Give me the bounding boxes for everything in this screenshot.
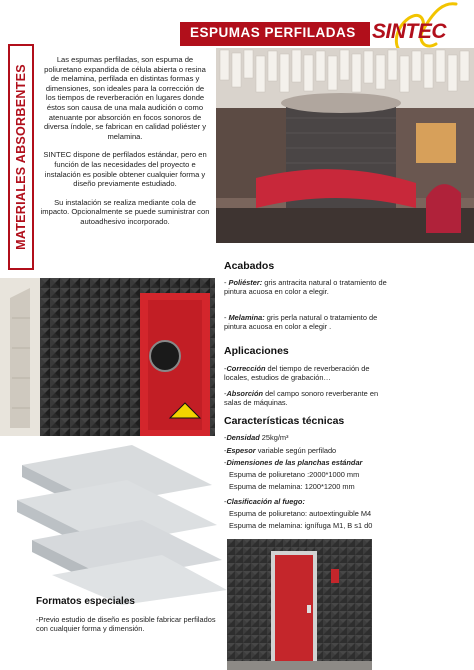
aplicaciones-item: -Corrección del tiempo de reverberación de locales, estudios de grabación… bbox=[224, 364, 370, 383]
spec-label: Dimensiones de las planchas estándar bbox=[226, 458, 363, 467]
formatos-text: -Previo estudio de diseño es posible fabricar perfilados con cualquier forma y dimensión. bbox=[36, 615, 216, 634]
vertical-title: MATERIALES ABSORBENTES bbox=[14, 64, 28, 250]
formatos-heading: Formatos especiales bbox=[36, 596, 135, 607]
caracteristicas-heading: Características técnicas bbox=[224, 415, 345, 427]
page-title: ESPUMAS PERFILADAS bbox=[190, 25, 356, 40]
photo-foam-profiles bbox=[12, 445, 227, 605]
spec-dim-melamina: Espuma de melamina: 1200*1200 mm bbox=[229, 482, 355, 491]
spec-fuego-poliuretano: Espuma de poliuretano: autoextinguible M4 bbox=[229, 509, 372, 518]
acabados-item-text: gris antracita natural o tratamiento de pintura acuosa en color a elegir. bbox=[224, 278, 387, 297]
spec-espesor: -Espesor variable según perfilado bbox=[224, 446, 337, 455]
acabados-item: - Melamina: gris perla natural o tratamiento de pintura acuosa en color a elegir . bbox=[224, 313, 378, 332]
spec-dim-poliuretano: Espuma de poliuretano :2000*1000 mm bbox=[229, 470, 360, 479]
acabados-item-label: Melamina: bbox=[228, 313, 265, 322]
aplicaciones-item-text: del campo sonoro reverberante en salas de máquinas. bbox=[224, 389, 379, 408]
spec-label: Espesor bbox=[226, 446, 256, 455]
intro-text bbox=[40, 55, 210, 236]
photo-studio-foam-wall bbox=[0, 278, 215, 436]
spec-label: Clasificación al fuego: bbox=[226, 497, 305, 506]
acabados-item-text: gris perla natural o tratamiento de pintura acuosa en color a elegir . bbox=[224, 313, 378, 332]
spec-dimensiones: -Dimensiones de las planchas estándar bbox=[224, 458, 363, 467]
acabados-item-label: Poliéster: bbox=[228, 278, 263, 287]
photo-interior-room bbox=[216, 48, 474, 243]
spec-densidad: -Densidad 25kg/m³ bbox=[224, 433, 289, 442]
aplicaciones-item-label: Corrección bbox=[226, 364, 266, 373]
acabados-item: - Poliéster: gris antracita natural o tratamiento de pintura acuosa en color a elegir. bbox=[224, 278, 387, 297]
aplicaciones-heading: Aplicaciones bbox=[224, 345, 289, 357]
aplicaciones-item-text: del tiempo de reverberación de locales, estudios de grabación… bbox=[224, 364, 370, 383]
aplicaciones-item: -Absorción del campo sonoro reverberante en salas de máquinas. bbox=[224, 389, 379, 408]
intro-paragraph: Las espumas perfiladas, son espuma de poliuretano expandida de célula abierta o resina de melamina, perfilada en distintas formas y dimensiones, son ideales para la corrección de los tiempos de reverberación en lugares donde éstos son causa de una mala audición o como atenuante por absorción en focos sonoros de diversa índole, se fabrican en calidad poliéster y melamina. bbox=[43, 55, 207, 141]
intro-paragraph: Su instalación se realiza mediante cola de impacto. Opcionalmente se puede suministrar con autoadhesivo incorporado. bbox=[40, 197, 210, 226]
aplicaciones-item-label: Absorción bbox=[226, 389, 264, 398]
spec-value: variable según perfilado bbox=[255, 446, 337, 455]
spec-label: Densidad bbox=[226, 433, 260, 442]
photo-door-foam bbox=[227, 539, 372, 670]
spec-fuego-melamina: Espuma de melamina: ignífuga M1, B s1 d0 bbox=[229, 521, 373, 530]
logo-text: SINTEC bbox=[372, 20, 447, 43]
intro-paragraph: SINTEC dispone de perfilados estándar, pero en función de las necesidades del proyecto e instalación es posible obtener cualquier forma y diseño previamente estudiado. bbox=[43, 150, 207, 189]
spec-fuego: -Clasificación al fuego: bbox=[224, 497, 305, 506]
spec-value: 25kg/m³ bbox=[259, 433, 289, 442]
acabados-heading: Acabados bbox=[224, 260, 275, 272]
